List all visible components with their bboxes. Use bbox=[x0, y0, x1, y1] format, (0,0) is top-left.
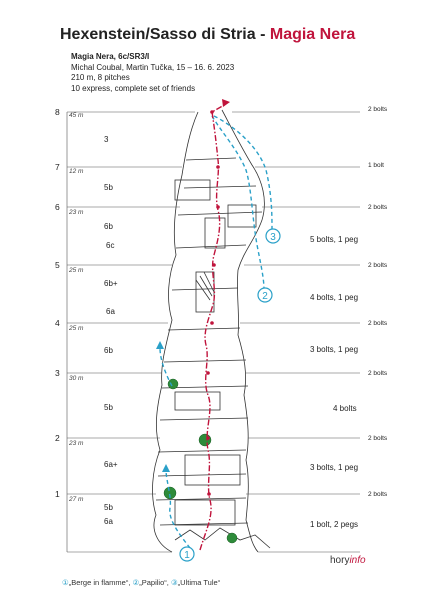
legend-marker-2: ② bbox=[132, 578, 140, 587]
crag-name: Hexenstein/Sasso di Stria - bbox=[60, 26, 270, 43]
pitch-length: 45 m bbox=[69, 112, 84, 119]
pitch-grade: 6a bbox=[104, 517, 113, 526]
bush bbox=[168, 379, 178, 389]
pitch-protection: 5 bolts, 1 peg bbox=[310, 235, 359, 244]
pitch-grade: 5b bbox=[104, 503, 113, 512]
pitch-number: 5 bbox=[55, 260, 60, 270]
pitch-number: 8 bbox=[55, 107, 60, 117]
anchor-label: 2 bolts bbox=[368, 370, 388, 377]
pitch-grade: 5b bbox=[104, 183, 113, 192]
bush bbox=[199, 434, 211, 446]
pitch-grade: 6a bbox=[106, 307, 115, 316]
anchor-label: 2 bolts bbox=[368, 435, 388, 442]
pitch-grade: 6a+ bbox=[104, 460, 118, 469]
legend-marker-1: ① bbox=[62, 578, 69, 587]
marker-2 bbox=[258, 288, 272, 302]
variant-routes bbox=[160, 116, 272, 548]
marker-1 bbox=[180, 547, 194, 561]
pitch-number: 7 bbox=[55, 162, 60, 172]
pitch-grade: 6b bbox=[104, 346, 113, 355]
rock-face bbox=[153, 110, 270, 552]
first-ascent-line: Michal Coubal, Martin Tučka, 15 – 16. 6. 2023 bbox=[71, 62, 235, 72]
variant-papilio bbox=[212, 116, 264, 290]
pitch-grade: 6c bbox=[106, 241, 115, 250]
legend-text-2: „Papilio“, bbox=[139, 578, 171, 587]
variant-markers bbox=[180, 229, 280, 561]
anchor-labels bbox=[368, 106, 388, 498]
pitch-labels bbox=[55, 107, 358, 529]
pitch-number: 6 bbox=[55, 202, 60, 212]
legend-text-1: „Berge in flamme“, bbox=[68, 578, 133, 587]
pitch-length: 23 m bbox=[69, 440, 84, 447]
main-route-line bbox=[200, 104, 226, 550]
pitch-protection: 4 bolts, 1 peg bbox=[310, 293, 359, 302]
pitch-number: 3 bbox=[55, 368, 60, 378]
marker-3-label: 3 bbox=[270, 232, 276, 243]
pitch-protection: 1 bolt, 2 pegs bbox=[310, 520, 359, 529]
pitch-protection: 3 bolts, 1 peg bbox=[310, 463, 359, 472]
route-grade-line: Magia Nera, 6c/SR3/I bbox=[71, 52, 150, 61]
marker-1-label: 1 bbox=[184, 550, 190, 561]
pitch-grade: 3 bbox=[104, 135, 109, 144]
marker-3 bbox=[266, 229, 280, 243]
top-arrow bbox=[222, 99, 230, 107]
pitch-length: 25 m bbox=[69, 325, 84, 332]
pitch-protection: 3 bolts, 1 peg bbox=[310, 345, 359, 354]
horyinfo-logo: horyinfo bbox=[330, 555, 366, 566]
length-line: 210 m, 8 pitches bbox=[71, 73, 130, 82]
anchor-label: 1 bolt bbox=[368, 162, 384, 169]
pitch-grade: 6b bbox=[104, 222, 113, 231]
pitch-length: 23 m bbox=[69, 209, 84, 216]
legend-marker-3: ③ bbox=[170, 578, 178, 587]
pitch-number: 2 bbox=[55, 433, 60, 443]
pitch-length: 30 m bbox=[69, 375, 84, 382]
pitch-grade: 5b bbox=[104, 403, 113, 412]
pitch-grade: 6b+ bbox=[104, 279, 118, 288]
variant-legend bbox=[62, 578, 220, 587]
gear-line: 10 express, complete set of friends bbox=[71, 83, 196, 93]
pitch-protection: 4 bolts bbox=[333, 404, 357, 413]
pitch-length: 25 m bbox=[69, 267, 84, 274]
anchor-label: 2 bolts bbox=[368, 262, 388, 269]
anchor-label: 2 bolts bbox=[368, 320, 388, 327]
pitch-number: 1 bbox=[55, 489, 60, 499]
bush bbox=[227, 533, 237, 543]
anchor-label: 2 bolts bbox=[368, 106, 388, 113]
pitch-length: 12 m bbox=[69, 168, 84, 175]
route-name: Magia Nera bbox=[269, 26, 356, 43]
legend-text-3: „Ultima Tule“ bbox=[177, 578, 221, 587]
pitch-number: 4 bbox=[55, 318, 60, 328]
pitch-length: 27 m bbox=[69, 496, 84, 503]
pitch-lines bbox=[67, 112, 360, 552]
marker-2-label: 2 bbox=[262, 291, 268, 302]
anchor-label: 2 bolts bbox=[368, 491, 388, 498]
anchor-label: 2 bolts bbox=[368, 204, 388, 211]
variant-berge-in-flamme bbox=[166, 470, 190, 548]
